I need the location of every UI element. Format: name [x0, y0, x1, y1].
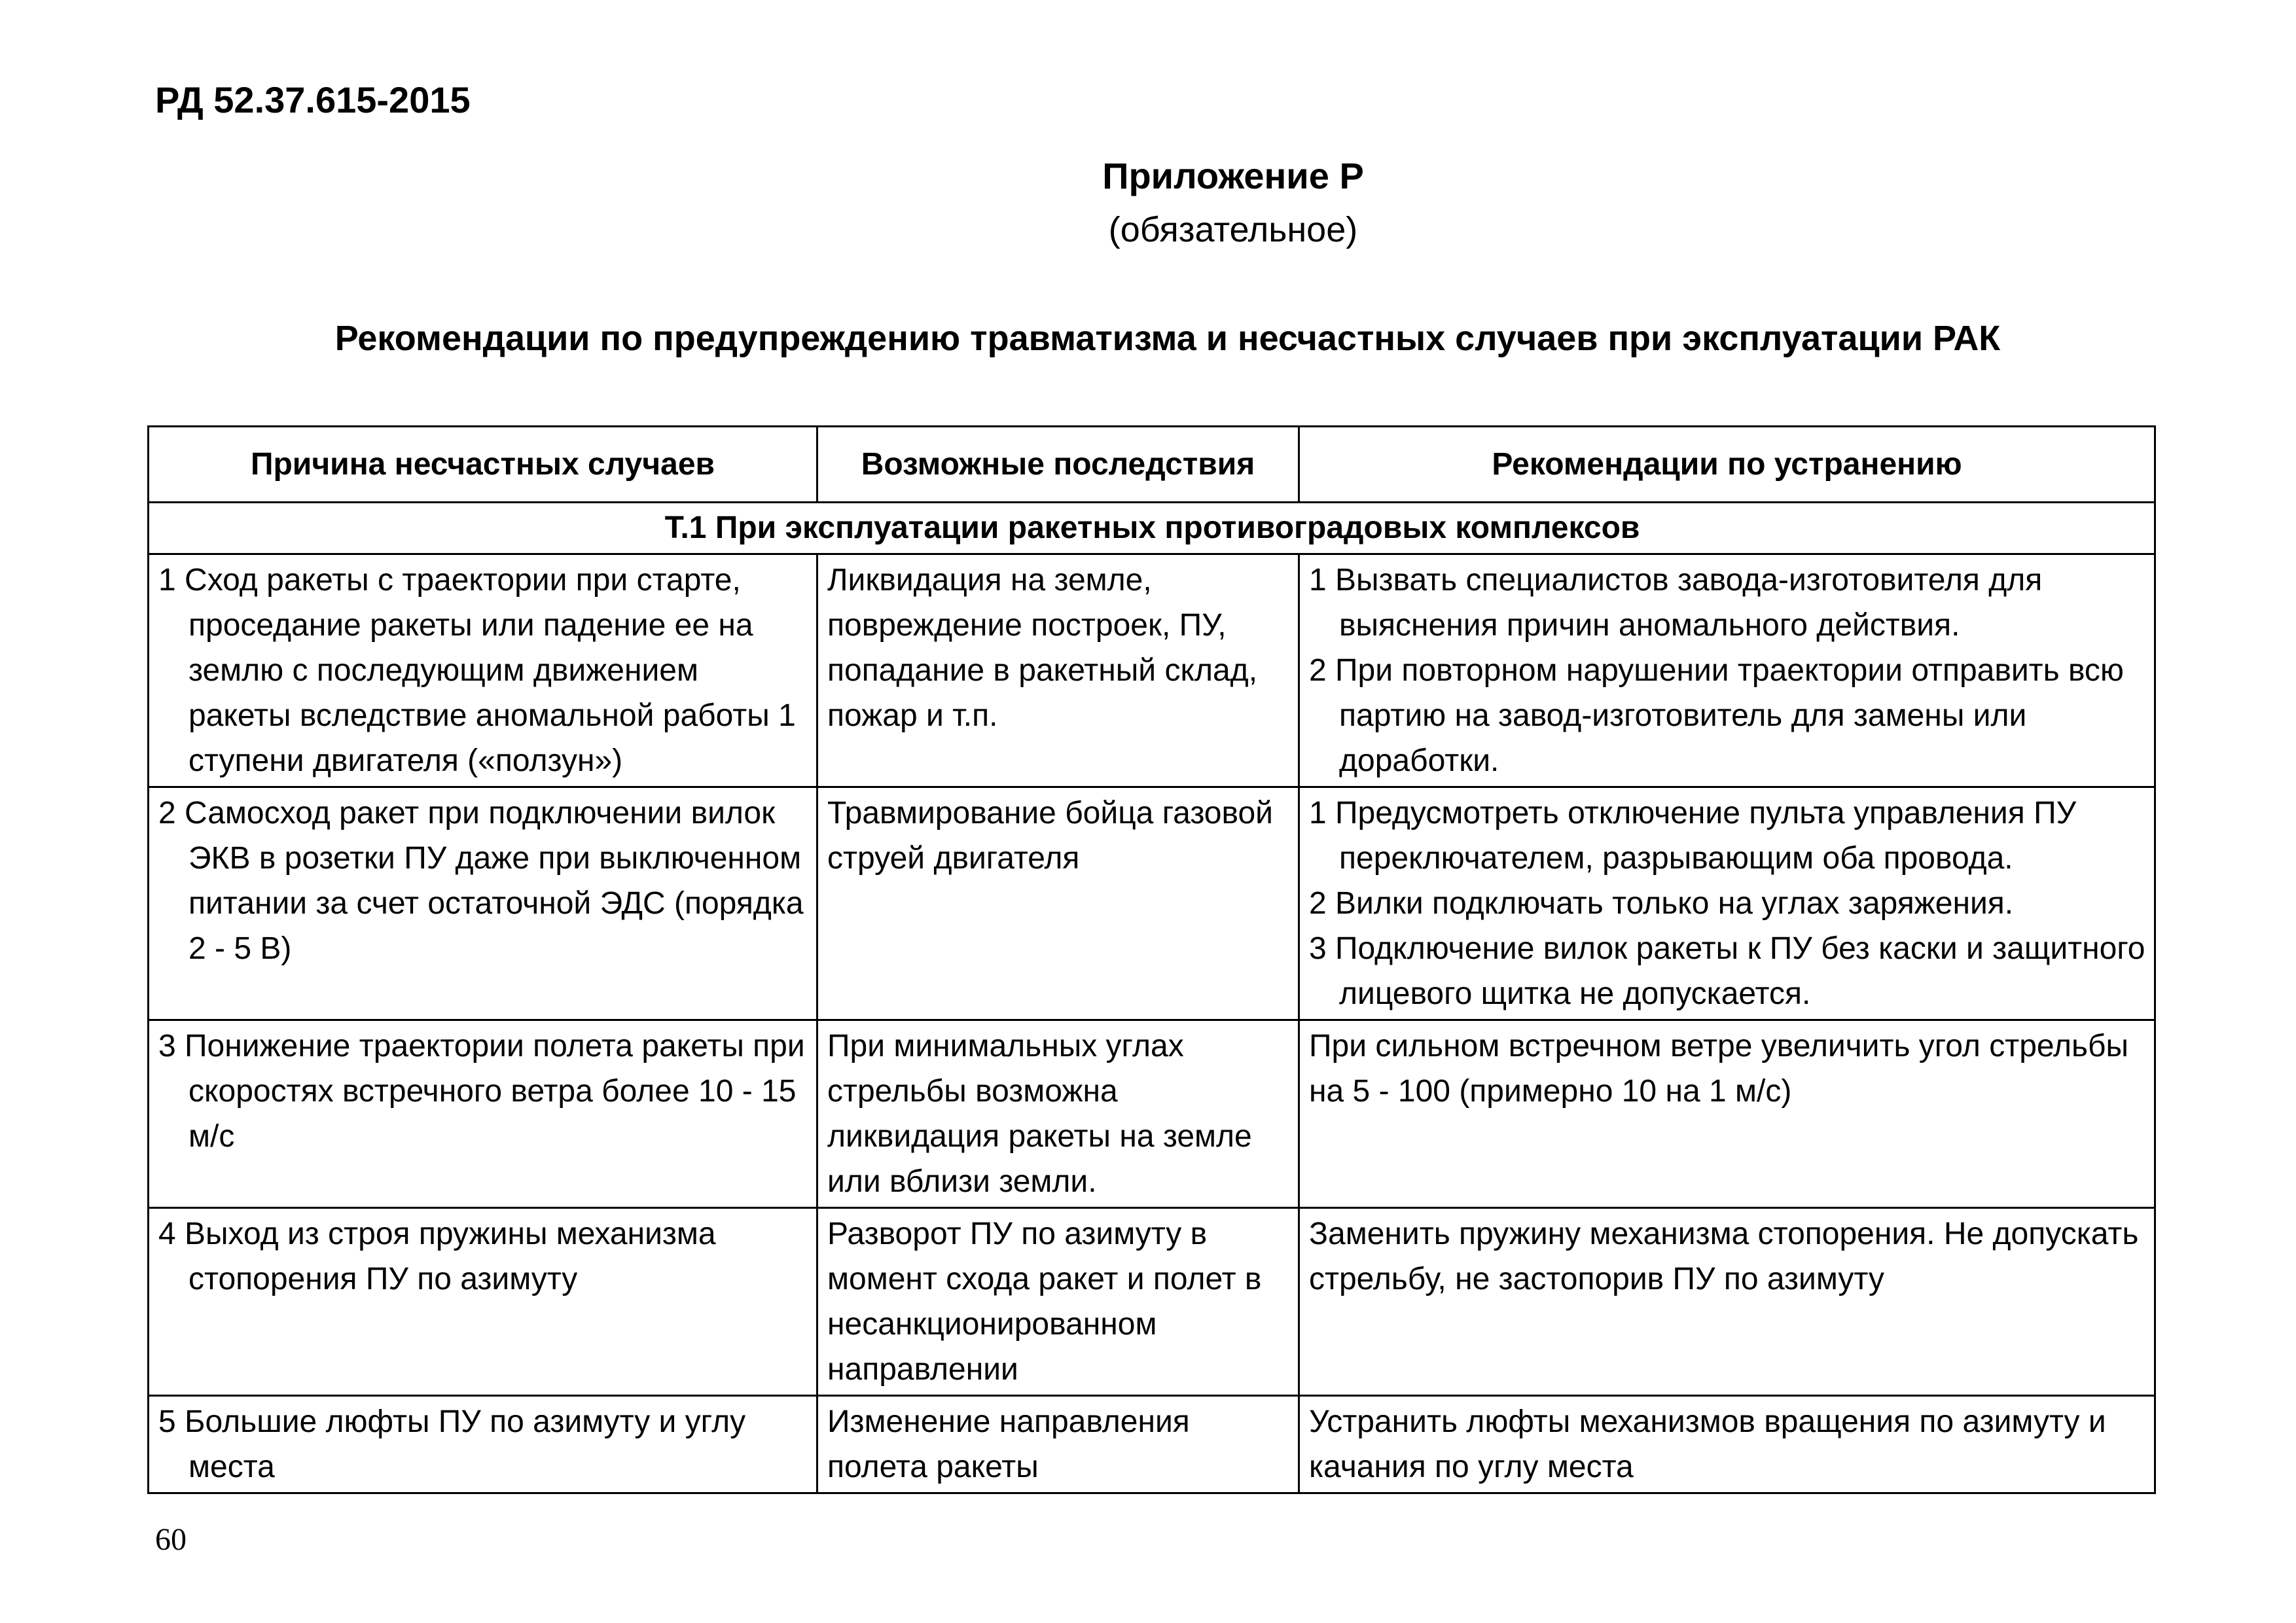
document-code: РД 52.37.615-2015: [155, 79, 471, 120]
section-row: [149, 503, 2155, 554]
cause-text: 3 Понижение траектории полета ракеты при скоростях встречного ветра более 10 - 15 м/с: [158, 1029, 805, 1154]
cause-cell: [149, 554, 817, 787]
recommendations-cell: [1299, 787, 2155, 1020]
recommendation-item: 1 Вызвать специалистов завода-изготовителя для выяснения причин аномального действия.: [1309, 563, 2043, 643]
consequences-cell: [817, 1208, 1299, 1396]
cause-text: 5 Большие люфты ПУ по азимуту и углу места: [158, 1404, 746, 1484]
consequences-text: Изменение направления полета ракеты: [827, 1404, 1190, 1484]
table-row: [149, 1396, 2155, 1493]
recommendations-cell: [1299, 554, 2155, 787]
main-heading: Рекомендации по предупреждению травматизма и несчастных случаев при эксплуатации РАК: [334, 319, 2001, 358]
section-title: Т.1 При эксплуатации ракетных противоградовых комплексов: [149, 503, 2155, 554]
consequences-text: Ликвидация на земле, повреждение построек, ПУ, попадание в ракетный склад, пожар и т.п.: [827, 563, 1258, 733]
cause-cell: [149, 1396, 817, 1493]
recommendations-cell: [1299, 1020, 2155, 1208]
table-row: [149, 1020, 2155, 1208]
consequences-cell: [817, 787, 1299, 1020]
page-number: 60: [155, 1522, 187, 1557]
cause-cell: [149, 787, 817, 1020]
appendix-title: Приложение Р: [1102, 155, 1364, 196]
consequences-text: При минимальных углах стрельбы возможна ликвидация ракеты на земле или вблизи земли.: [827, 1029, 1252, 1199]
recommendations-cell: [1299, 1208, 2155, 1396]
recommendation-item: 2 Вилки подключать только на углах заряжения.: [1309, 886, 2014, 921]
table-header-row: [149, 427, 2155, 503]
recommendation-item: Заменить пружину механизма стопорения. Не допускать стрельбу, не застопорив ПУ по азимуту: [1309, 1217, 2139, 1296]
appendix-status: (обязательное): [1108, 210, 1358, 249]
consequences-text: Травмирование бойца газовой струей двигателя: [827, 796, 1273, 876]
column-header-consequences: Возможные последствия: [817, 427, 1299, 503]
recommendation-item: 3 Подключение вилок ракеты к ПУ без каски и защитного лицевого щитка не допускается.: [1309, 931, 2145, 1011]
cause-text: 2 Самосход ракет при подключении вилок ЭКВ в розетки ПУ даже при выключенном питании за счет остаточной ЭДС (порядка 2 - 5 В): [158, 796, 804, 966]
recommendation-item: 2 При повторном нарушении траектории отправить всю партию на завод-изготовитель для замены или доработки.: [1309, 653, 2124, 778]
consequences-cell: [817, 1020, 1299, 1208]
recommendation-item: Устранить люфты механизмов вращения по азимуту и качания по углу места: [1309, 1404, 2106, 1484]
recommendations-cell: [1299, 1396, 2155, 1493]
cause-cell: [149, 1020, 817, 1208]
consequences-text: Разворот ПУ по азимуту в момент схода ракет и полет в несанкционированном направлении: [827, 1217, 1262, 1387]
column-header-cause: Причина несчастных случаев: [149, 427, 817, 503]
recommendation-item: 1 Предусмотреть отключение пульта управления ПУ переключателем, разрывающим оба провода.: [1309, 796, 2077, 876]
cause-text: 1 Сход ракеты с траектории при старте, проседание ракеты или падение ее на землю с последующим движением ракеты вследствие аномальной работы 1 ступени двигателя («ползун»): [158, 563, 796, 778]
recommendations-table: [147, 425, 2156, 1494]
consequences-cell: [817, 554, 1299, 787]
cause-cell: [149, 1208, 817, 1396]
cause-text: 4 Выход из строя пружины механизма стопорения ПУ по азимуту: [158, 1217, 716, 1296]
recommendation-item: При сильном встречном ветре увеличить угол стрельбы на 5 - 100 (примерно 10 на 1 м/с): [1309, 1029, 2129, 1109]
consequences-cell: [817, 1396, 1299, 1493]
column-header-recommendations: Рекомендации по устранению: [1299, 427, 2155, 503]
table-row: [149, 1208, 2155, 1396]
table-row: [149, 554, 2155, 787]
table-row: [149, 787, 2155, 1020]
